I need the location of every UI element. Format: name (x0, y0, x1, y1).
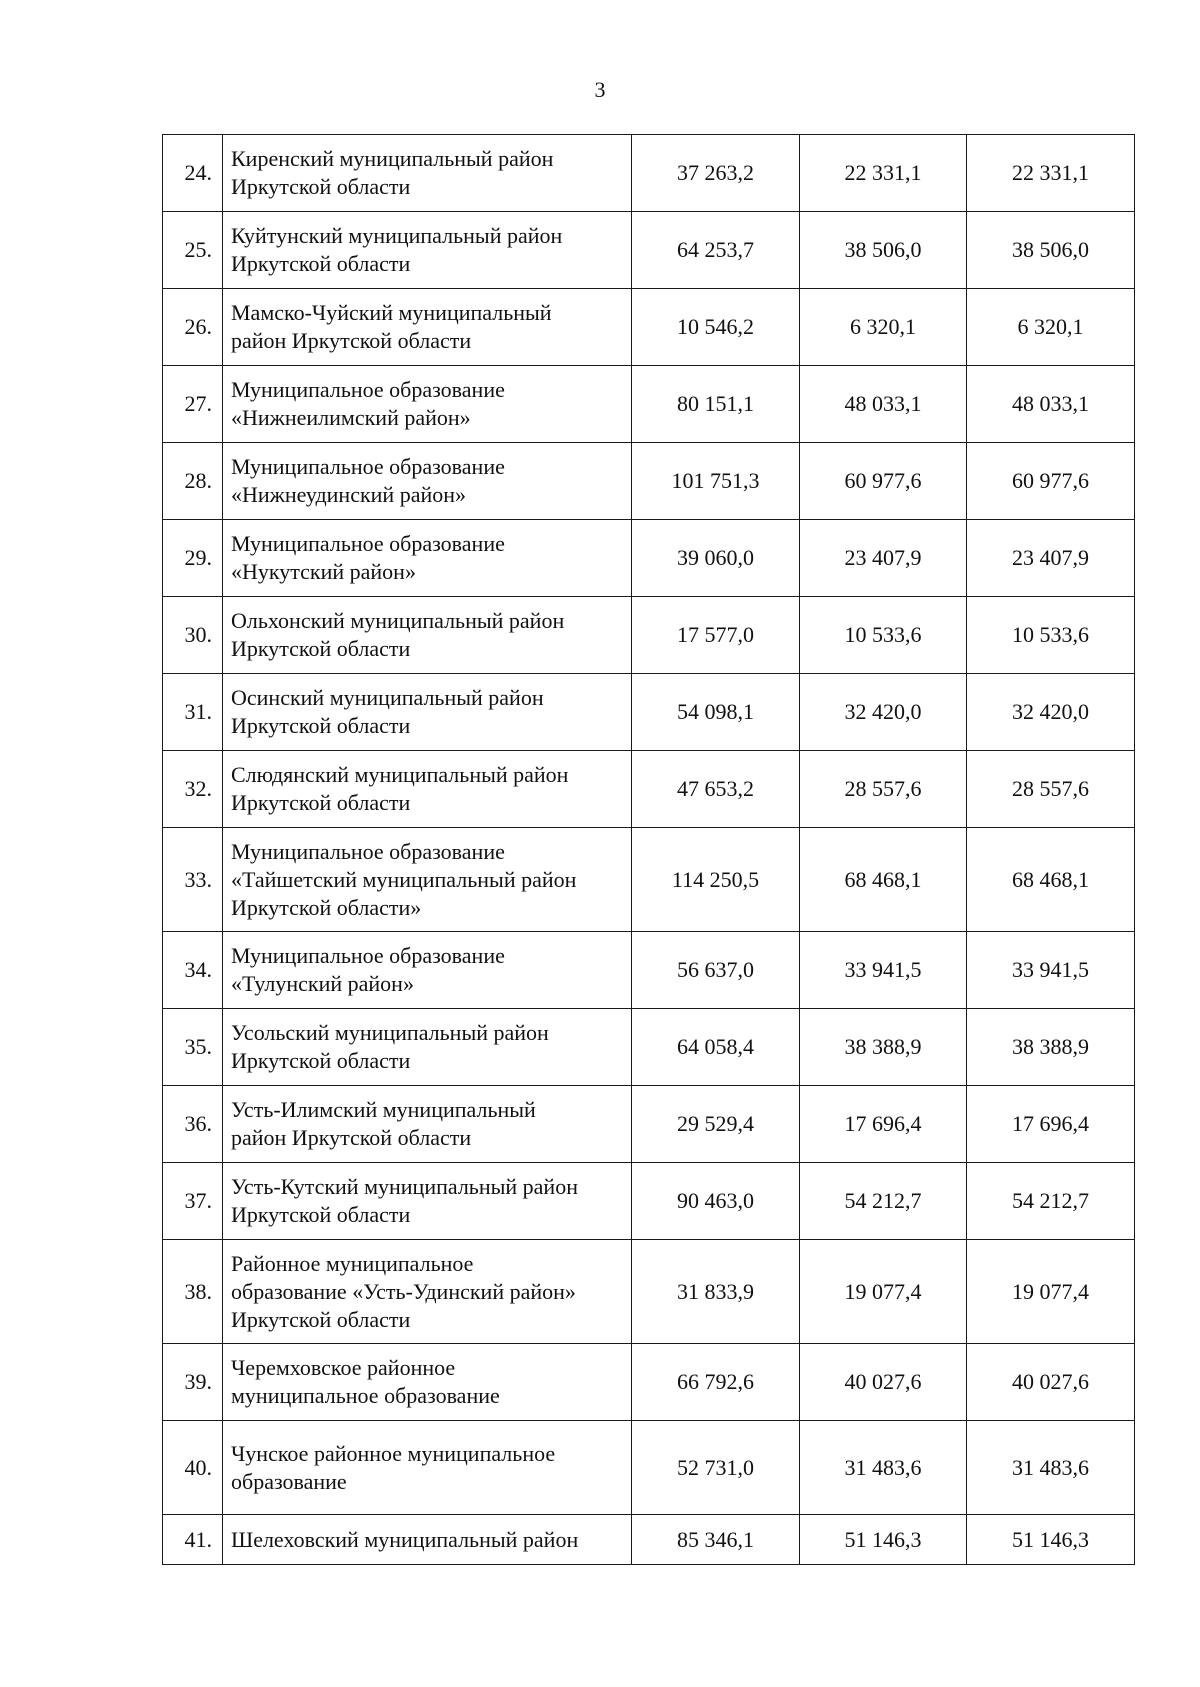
value-cell-2: 32 420,0 (800, 674, 967, 751)
value-cell-1: 90 463,0 (632, 1163, 800, 1240)
value-cell-3: 38 506,0 (967, 212, 1135, 289)
municipality-name-cell: Ольхонский муниципальный район Иркутской области (223, 597, 632, 674)
table-row (163, 212, 1135, 289)
municipality-name-cell: Муниципальное образование «Нукутский район» (223, 520, 632, 597)
value-cell-3: 60 977,6 (967, 443, 1135, 520)
municipality-name-cell: Черемховское районное муниципальное образование (223, 1344, 632, 1421)
value-cell-3: 19 077,4 (967, 1240, 1135, 1344)
value-cell-2: 51 146,3 (800, 1515, 967, 1565)
table-row (163, 597, 1135, 674)
municipality-name-cell: Муниципальное образование «Нижнеудинский район» (223, 443, 632, 520)
municipality-name-cell: Муниципальное образование «Нижнеилимский район» (223, 366, 632, 443)
value-cell-3: 23 407,9 (967, 520, 1135, 597)
value-cell-2: 10 533,6 (800, 597, 967, 674)
value-cell-1: 64 058,4 (632, 1009, 800, 1086)
row-number-cell: 34. (163, 932, 223, 1009)
municipality-name-cell: Осинский муниципальный район Иркутской области (223, 674, 632, 751)
value-cell-2: 60 977,6 (800, 443, 967, 520)
table-row (163, 1163, 1135, 1240)
row-number-cell: 36. (163, 1086, 223, 1163)
value-cell-2: 23 407,9 (800, 520, 967, 597)
row-number-cell: 25. (163, 212, 223, 289)
municipality-name-cell: Муниципальное образование «Тулунский район» (223, 932, 632, 1009)
municipality-name-cell: Усольский муниципальный район Иркутской области (223, 1009, 632, 1086)
value-cell-1: 101 751,3 (632, 443, 800, 520)
value-cell-3: 28 557,6 (967, 751, 1135, 828)
municipality-name-cell: Усть-Кутский муниципальный район Иркутской области (223, 1163, 632, 1240)
row-number-cell: 32. (163, 751, 223, 828)
row-number-cell: 41. (163, 1515, 223, 1565)
table-row (163, 1009, 1135, 1086)
table-row (163, 1086, 1135, 1163)
value-cell-3: 40 027,6 (967, 1344, 1135, 1421)
value-cell-1: 66 792,6 (632, 1344, 800, 1421)
row-number-cell: 26. (163, 289, 223, 366)
value-cell-1: 37 263,2 (632, 135, 800, 212)
data-table (162, 134, 1135, 1565)
value-cell-2: 40 027,6 (800, 1344, 967, 1421)
municipality-name-cell: Киренский муниципальный район Иркутской области (223, 135, 632, 212)
value-cell-3: 33 941,5 (967, 932, 1135, 1009)
value-cell-3: 68 468,1 (967, 828, 1135, 932)
table-row (163, 1344, 1135, 1421)
value-cell-1: 10 546,2 (632, 289, 800, 366)
value-cell-3: 17 696,4 (967, 1086, 1135, 1163)
row-number-cell: 40. (163, 1421, 223, 1515)
value-cell-2: 17 696,4 (800, 1086, 967, 1163)
row-number-cell: 31. (163, 674, 223, 751)
table-row (163, 1421, 1135, 1515)
value-cell-3: 51 146,3 (967, 1515, 1135, 1565)
value-cell-2: 31 483,6 (800, 1421, 967, 1515)
value-cell-3: 31 483,6 (967, 1421, 1135, 1515)
row-number-cell: 35. (163, 1009, 223, 1086)
municipality-name-cell: Мамско-Чуйский муниципальный район Иркутской области (223, 289, 632, 366)
table-row (163, 674, 1135, 751)
value-cell-1: 85 346,1 (632, 1515, 800, 1565)
municipality-name-cell: Усть-Илимский муниципальный район Иркутской области (223, 1086, 632, 1163)
value-cell-3: 22 331,1 (967, 135, 1135, 212)
value-cell-2: 38 506,0 (800, 212, 967, 289)
value-cell-1: 29 529,4 (632, 1086, 800, 1163)
value-cell-2: 6 320,1 (800, 289, 967, 366)
value-cell-1: 52 731,0 (632, 1421, 800, 1515)
value-cell-3: 6 320,1 (967, 289, 1135, 366)
table-row (163, 932, 1135, 1009)
value-cell-3: 10 533,6 (967, 597, 1135, 674)
value-cell-1: 64 253,7 (632, 212, 800, 289)
page-number: 3 (594, 77, 606, 102)
value-cell-3: 32 420,0 (967, 674, 1135, 751)
municipality-name-cell: Районное муниципальное образование «Усть-Удинский район» Иркутской области (223, 1240, 632, 1344)
row-number-cell: 33. (163, 828, 223, 932)
municipality-name-cell: Куйтунский муниципальный район Иркутской области (223, 212, 632, 289)
row-number-cell: 38. (163, 1240, 223, 1344)
municipality-name-cell: Слюдянский муниципальный район Иркутской области (223, 751, 632, 828)
table-row (163, 1240, 1135, 1344)
value-cell-2: 22 331,1 (800, 135, 967, 212)
row-number-cell: 39. (163, 1344, 223, 1421)
value-cell-2: 48 033,1 (800, 366, 967, 443)
table-row (163, 751, 1135, 828)
table-row (163, 289, 1135, 366)
value-cell-3: 38 388,9 (967, 1009, 1135, 1086)
municipality-name-cell: Муниципальное образование «Тайшетский муниципальный район Иркутской области» (223, 828, 632, 932)
table-row (163, 135, 1135, 212)
table-row (163, 366, 1135, 443)
value-cell-2: 19 077,4 (800, 1240, 967, 1344)
row-number-cell: 24. (163, 135, 223, 212)
municipality-name-cell: Чунское районное муниципальное образование (223, 1421, 632, 1515)
value-cell-3: 54 212,7 (967, 1163, 1135, 1240)
table-row (163, 1515, 1135, 1565)
value-cell-1: 31 833,9 (632, 1240, 800, 1344)
value-cell-1: 80 151,1 (632, 366, 800, 443)
value-cell-1: 56 637,0 (632, 932, 800, 1009)
value-cell-1: 47 653,2 (632, 751, 800, 828)
row-number-cell: 37. (163, 1163, 223, 1240)
value-cell-2: 33 941,5 (800, 932, 967, 1009)
value-cell-2: 28 557,6 (800, 751, 967, 828)
table-row (163, 520, 1135, 597)
value-cell-1: 39 060,0 (632, 520, 800, 597)
row-number-cell: 27. (163, 366, 223, 443)
value-cell-2: 38 388,9 (800, 1009, 967, 1086)
table-row (163, 828, 1135, 932)
row-number-cell: 28. (163, 443, 223, 520)
value-cell-2: 54 212,7 (800, 1163, 967, 1240)
row-number-cell: 30. (163, 597, 223, 674)
municipality-name-cell: Шелеховский муниципальный район (223, 1515, 632, 1565)
value-cell-3: 48 033,1 (967, 366, 1135, 443)
value-cell-1: 114 250,5 (632, 828, 800, 932)
table-row (163, 443, 1135, 520)
row-number-cell: 29. (163, 520, 223, 597)
value-cell-1: 17 577,0 (632, 597, 800, 674)
value-cell-1: 54 098,1 (632, 674, 800, 751)
value-cell-2: 68 468,1 (800, 828, 967, 932)
